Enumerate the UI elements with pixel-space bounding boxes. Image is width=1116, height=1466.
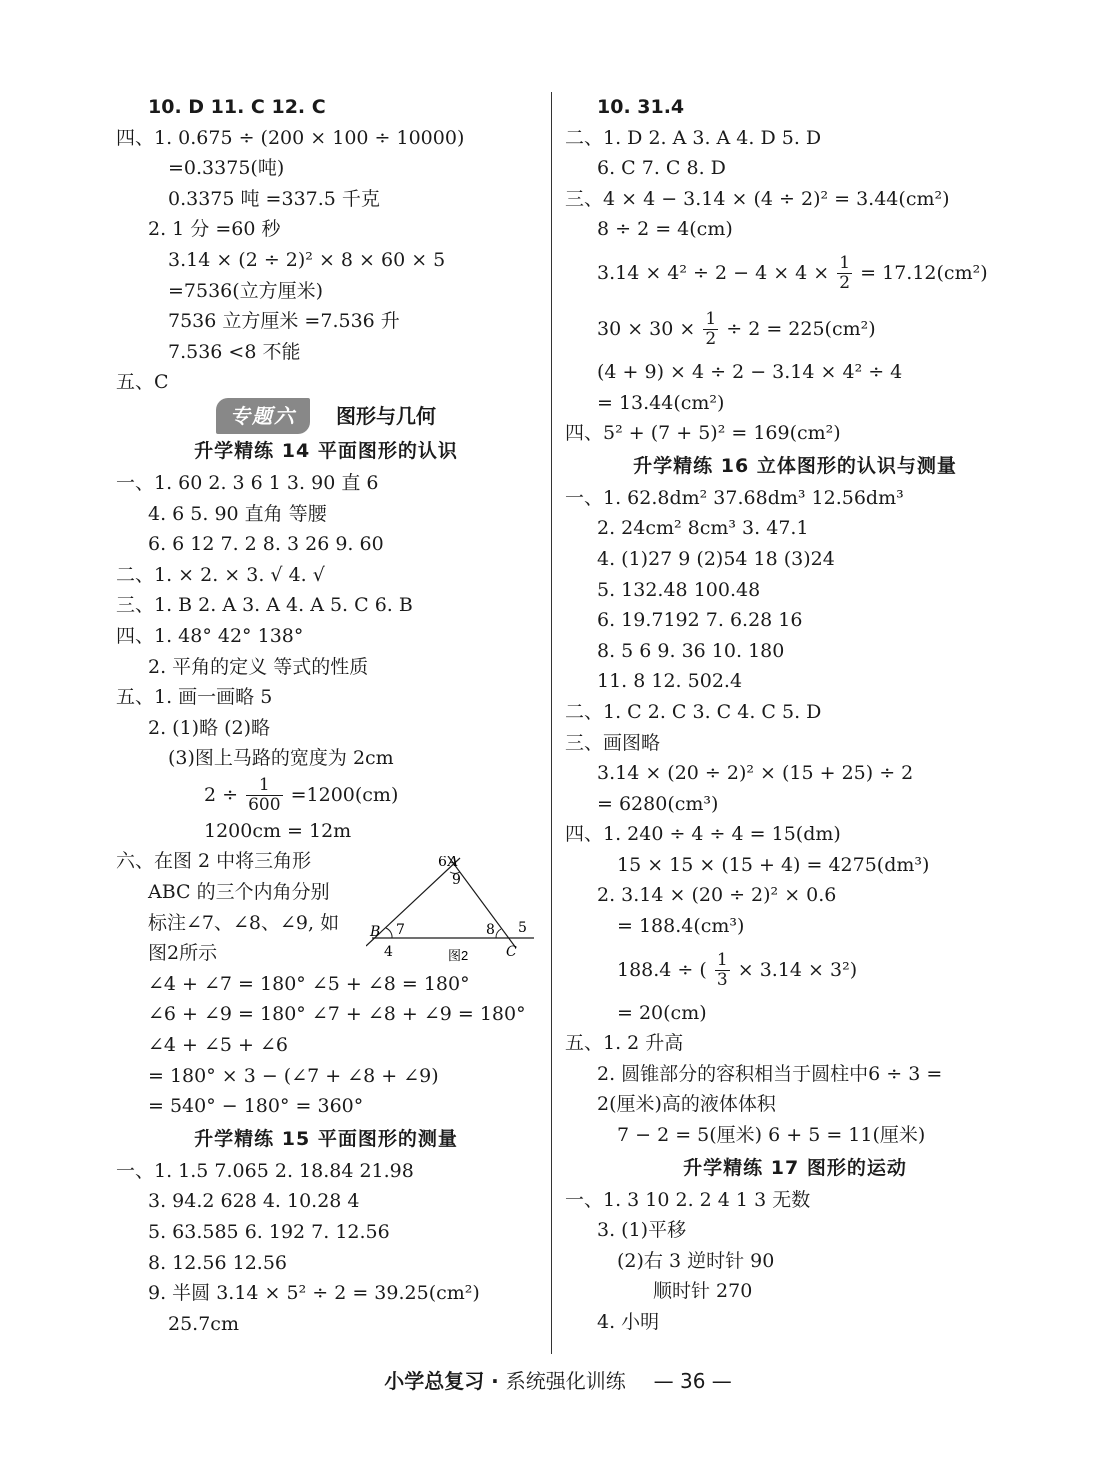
angle-number: 6 [438,856,447,870]
answer-line: 四、5² + (7 + 5)² = 169(cm²) [565,422,841,445]
answer-line: 5. 132.48 100.48 [597,578,761,601]
answer-line: 8. 12.56 12.56 [148,1251,287,1274]
answer-line: 四、1. 48° 42° 138° [116,624,304,647]
answer-line: 11. 8 12. 502.4 [597,670,743,693]
vertex-label: A [448,856,459,870]
page-number: — 36 — [653,1369,732,1393]
answer-line: 五、1. 画一画略 5 [116,686,273,709]
section-heading: 升学精练 14 平面图形的认识 [194,439,458,462]
answer-line: 6. 6 12 7. 2 8. 3 26 9. 60 [148,533,384,556]
answer-line: (4 + 9) × 4 ÷ 2 − 3.14 × 4² ÷ 4 [597,360,903,383]
section-heading: 升学精练 16 立体图形的认识与测量 [633,454,957,477]
answer-line: ∠6 + ∠9 = 180° ∠7 + ∠8 + ∠9 = 180° [148,1003,526,1026]
answer-line: 7.536 <8 不能 [168,340,301,363]
right-column [565,92,1025,1338]
triangle-figure [366,856,536,976]
answer-line: 一、1. 60 2. 3 6 1 3. 90 直 6 [116,471,379,494]
footer-subtitle: 系统强化训练 [505,1369,626,1393]
angle-number: 5 [518,920,527,936]
answer-line: 5. 63.585 6. 192 7. 12.56 [148,1221,390,1243]
answer-line: 2. 3.14 × (20 ÷ 2)² × 0.6 [597,884,837,907]
answer-line: 0.3375 吨 =337.5 千克 [168,187,380,210]
answer-line: 3. 94.2 628 4. 10.28 4 [148,1190,360,1213]
answer-line: 10. 31.4 [597,96,685,118]
answer-line: =7536(立方厘米) [168,279,324,302]
fraction-line: 2 ÷ $\frac{1}{600}$ =1200(cm) [204,775,399,816]
side-ac [448,856,516,948]
answer-line: 三、4 × 4 − 3.14 × (4 ÷ 2)² = 3.44(cm²) [565,187,950,210]
answer-line: 五、C [116,371,169,394]
footer-title: 小学总复习 [384,1369,485,1393]
answer-line: 8 ÷ 2 = 4(cm) [597,218,733,241]
answer-line: = 188.4(cm³) [617,915,745,938]
angle-arc [496,929,501,938]
answer-line: 顺时针 270 [653,1280,753,1303]
answer-line: (3)图上马路的宽度为 2cm [168,747,394,770]
answer-line: 二、1. C 2. C 3. C 4. C 5. D [565,700,822,723]
answer-line: 3. (1)平移 [597,1219,687,1242]
answer-line: = 540° − 180° = 360° [148,1095,364,1118]
fraction: $\frac{1}{2}$ [705,309,717,350]
answer-line: 标注∠7、∠8、∠9, 如 [148,911,340,934]
answer-line: 一、1. 1.5 7.065 2. 18.84 21.98 [116,1159,414,1182]
answer-line: 4. 小明 [597,1311,660,1333]
fraction-line: 3.14 × 4² ÷ 2 − 4 × 4 × $\frac{1}{2}$ = 17.12(cm²) [597,253,988,294]
answer-line: ∠4 + ∠5 + ∠6 [148,1034,289,1057]
answer-line: 2. 平角的定义 等式的性质 [148,655,369,678]
answer-line: 四、1. 240 ÷ 4 ÷ 4 = 15(dm) [565,823,841,846]
answer-line: 二、1. × 2. × 3. √ 4. √ [116,563,325,586]
answer-line: 15 × 15 × (15 + 4) = 4275(dm³) [617,853,930,876]
answer-line: 3.14 × (20 ÷ 2)² × (15 + 25) ÷ 2 [597,762,914,785]
answer-line: 一、1. 62.8dm² 37.68dm³ 12.56dm³ [565,486,904,509]
answer-line: = 6280(cm³) [597,792,719,815]
answer-line: ABC 的三个内角分别 [148,881,330,904]
answer-line: 6. 19.7192 7. 6.28 16 [597,609,803,632]
answer-line: (2)右 3 逆时针 90 [617,1249,775,1272]
answer-line: 9. 半圆 3.14 × 5² ÷ 2 = 39.25(cm²) [148,1282,480,1305]
fraction: $\frac{1}{2}$ [839,253,851,294]
section-heading: 升学精练 17 图形的运动 [683,1156,907,1179]
fraction-line: 188.4 ÷ ( $\frac{1}{3}$ × 3.14 × 3²) [617,950,858,991]
answer-line: 2. 24cm² 8cm³ 3. 47.1 [597,517,809,540]
answer-line: 二、1. D 2. A 3. A 4. D 5. D [565,126,822,149]
angle-number: 9 [452,872,461,888]
answer-line: 4. 6 5. 90 直角 等腰 [148,502,327,525]
answer-line: 3.14 × (2 ÷ 2)² × 8 × 60 × 5 [168,248,446,271]
angle-number: 8 [486,922,495,938]
fraction: $\frac{1}{3}$ [716,950,728,991]
answer-line: 五、1. 2 升高 [565,1032,684,1055]
answer-line: ∠4 + ∠7 = 180° ∠5 + ∠8 = 180° [148,972,470,995]
answer-line: 7536 立方厘米 =7.536 升 [168,310,400,333]
answer-line: 25.7cm [168,1312,239,1335]
vertex-label: B [370,924,381,940]
answer-line: 7 − 2 = 5(厘米) 6 + 5 = 11(厘米) [617,1124,926,1147]
answer-line: 4. (1)27 9 (2)54 18 (3)24 [597,547,835,570]
answer-line: =0.3375(吨) [168,157,285,180]
answer-line: 六、在图 2 中将三角形 [116,850,312,873]
answer-line: 三、1. B 2. A 3. A 4. A 5. C 6. B [116,594,413,617]
answer-line: 2. 圆锥部分的容积相当于圆柱中6 ÷ 3 = [597,1062,943,1085]
answer-line: 10. D 11. C 12. C [148,96,326,118]
topic-badge: 专题六 [216,398,310,434]
answer-line: 2(厘米)高的液体体积 [597,1093,776,1116]
footer-dot: · [491,1369,499,1393]
fraction-line: 30 × 30 × $\frac{1}{2}$ ÷ 2 = 225(cm²) [597,309,876,350]
figure-caption: 图2 [448,948,469,963]
answer-line: 8. 5 6 9. 36 10. 180 [597,639,785,662]
answer-line: 6. C 7. C 8. D [597,157,726,180]
angle-arc [386,928,392,938]
answer-line: = 20(cm) [617,1001,707,1024]
topic-heading [116,398,536,434]
answer-line: 一、1. 3 10 2. 2 4 1 3 无数 [565,1188,811,1211]
answer-line: 2. (1)略 (2)略 [148,716,271,739]
answer-line: 图2所示 [148,942,218,965]
left-column [116,92,536,1339]
angle-number: 7 [396,922,405,938]
answer-line: 四、1. 0.675 ÷ (200 × 100 ÷ 10000) [116,126,465,149]
answer-line: 1200cm = 12m [204,819,352,842]
column-divider [551,92,552,1354]
answer-line: 三、画图略 [565,731,661,754]
section-heading: 升学精练 15 平面图形的测量 [194,1127,458,1150]
page-footer [0,1365,1116,1394]
angle-number: 4 [384,944,393,960]
fraction: $\frac{1}{600}$ [248,775,281,816]
topic-title: 图形与几何 [336,403,436,428]
answer-line: = 13.44(cm²) [597,391,725,414]
answer-line: = 180° × 3 − (∠7 + ∠8 + ∠9) [148,1064,439,1087]
answer-line: 2. 1 分 =60 秒 [148,218,281,241]
vertex-label: C [506,944,517,960]
